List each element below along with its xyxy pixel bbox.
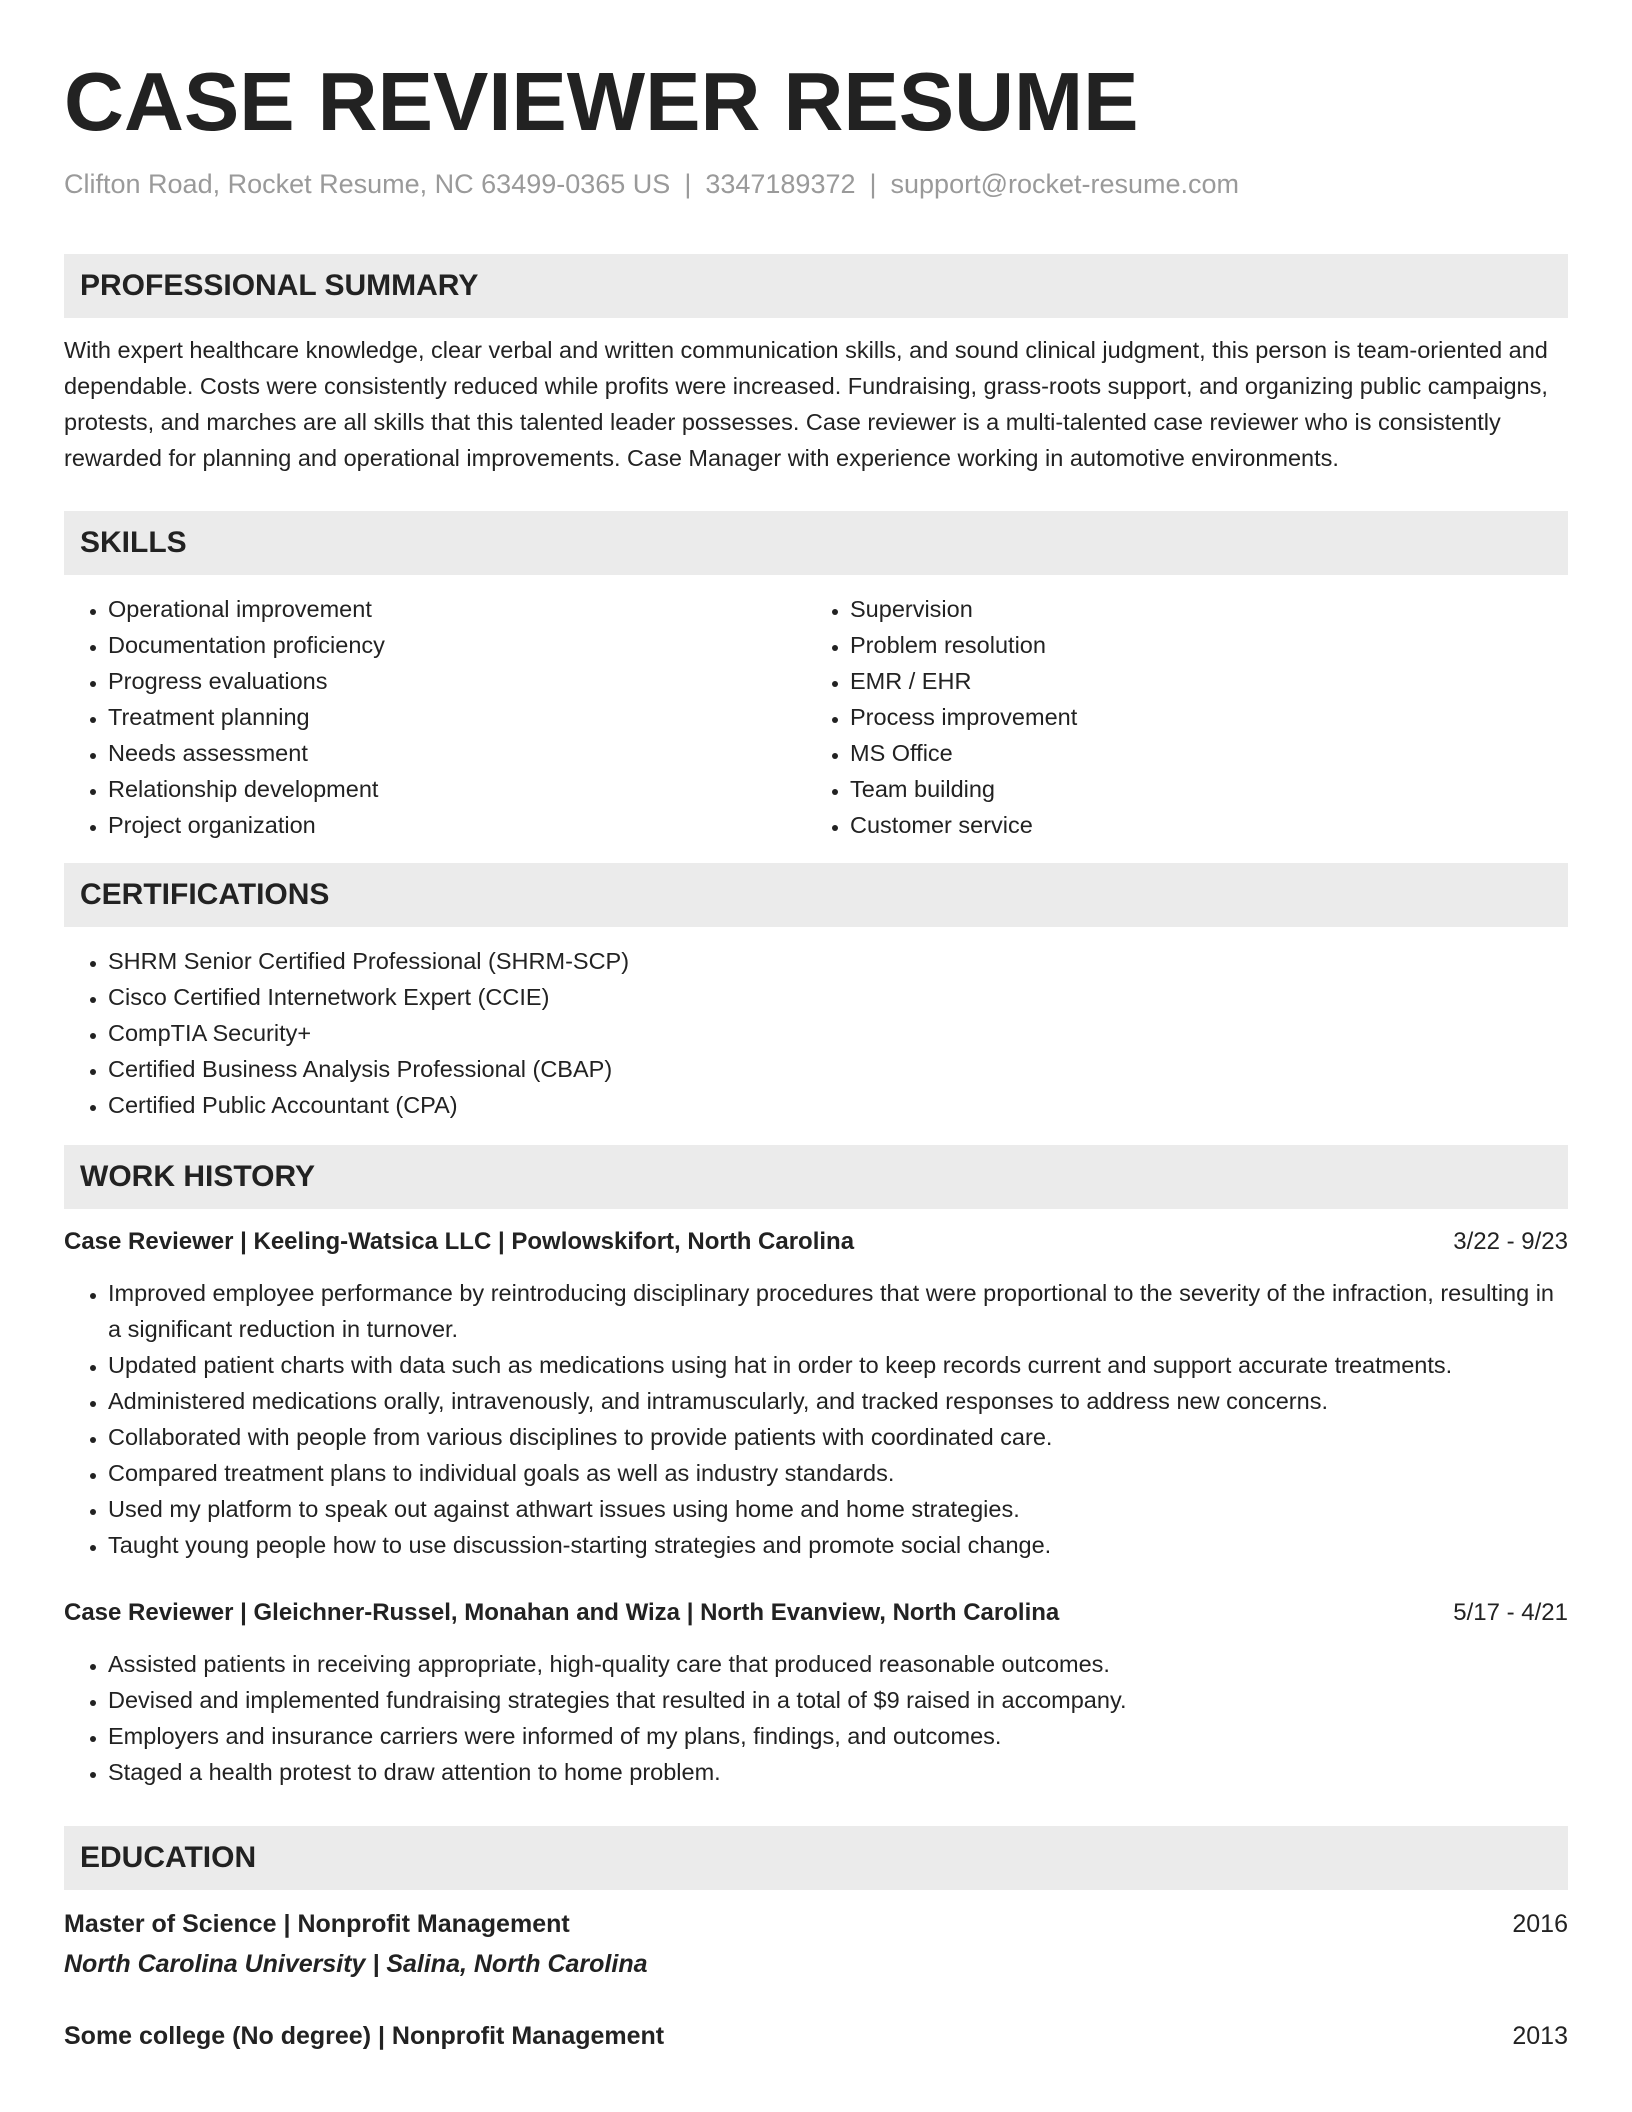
contact-separator: | (869, 169, 877, 199)
job-bullet: • Updated patient charts with data such as medications using hat in order to keep records current and support accurate treatments. (108, 1347, 1568, 1383)
skill-item: • Process improvement (850, 699, 1550, 735)
certification-item: • Certified Business Analysis Professional (CBAP) (108, 1051, 1568, 1087)
skills-column-left (64, 591, 806, 843)
job-bullet: • Assisted patients in receiving appropriate, high-quality care that produced reasonable outcomes. (108, 1646, 1568, 1682)
job-title: Case Reviewer | Gleichner-Russel, Monahan and Wiza | North Evanview, North Carolina (64, 1599, 1060, 1626)
job-header (64, 1224, 1568, 1260)
education-entry (64, 2018, 1568, 2054)
contact-separator: | (684, 169, 692, 199)
job-bullet: • Staged a health protest to draw attention to home problem. (108, 1754, 1568, 1790)
contact-phone: 3347189372 (705, 169, 856, 199)
job-bullet: • Compared treatment plans to individual goals as well as industry standards. (108, 1455, 1568, 1491)
skill-item: • Relationship development (108, 771, 806, 807)
resume-title: CASE REVIEWER RESUME (64, 55, 1139, 148)
summary-text: With expert healthcare knowledge, clear verbal and written communication skills, and sound clinical judgment, this person is team-oriented and dependable. Costs were consistently reduced while profits were increased. Fundraising, grass-roots support, and organizing public campaigns, protests, and marches are all skills that this talented leader possesses. Case reviewer is a multi-talented case reviewer who is consistently rewarded for planning and operational improvements. Case Manager with experience working in automotive environments. (64, 337, 1548, 471)
education-degree: Master of Science | Nonprofit Management (64, 1910, 570, 1938)
certification-item: • CompTIA Security+ (108, 1015, 1568, 1051)
skill-item: • MS Office (850, 735, 1550, 771)
certification-item: • Cisco Certified Internetwork Expert (CCIE) (108, 979, 1568, 1015)
job-bullet: • Employers and insurance carriers were informed of my plans, findings, and outcomes. (108, 1718, 1568, 1754)
job-dates: 3/22 - 9/23 (1453, 1228, 1568, 1255)
skill-item: • Customer service (850, 807, 1550, 843)
job-entry (64, 1224, 1568, 1563)
skill-item: • Operational improvement (108, 591, 806, 627)
skill-item: • Team building (850, 771, 1550, 807)
section-heading-skills: SKILLS (64, 511, 1568, 575)
skill-item: • Treatment planning (108, 699, 806, 735)
job-entry (64, 1595, 1568, 1790)
contact-line (64, 166, 1568, 202)
section-heading-certifications: CERTIFICATIONS (64, 863, 1568, 927)
job-bullet: • Collaborated with people from various disciplines to provide patients with coordinated care. (108, 1419, 1568, 1455)
skill-item: • Progress evaluations (108, 663, 806, 699)
job-dates: 5/17 - 4/21 (1453, 1599, 1568, 1626)
section-heading-summary: PROFESSIONAL SUMMARY (64, 254, 1568, 318)
section-heading-education: EDUCATION (64, 1826, 1568, 1890)
contact-address: Clifton Road, Rocket Resume, NC 63499-0365 US (64, 169, 671, 199)
skill-item: • Project organization (108, 807, 806, 843)
job-bullet: • Used my platform to speak out against athwart issues using home and home strategies. (108, 1491, 1568, 1527)
skills-column-right (806, 591, 1550, 843)
job-bullets (64, 1275, 1568, 1563)
education-year: 2016 (1512, 1910, 1568, 1938)
section-heading-work-history: WORK HISTORY (64, 1145, 1568, 1209)
job-bullet: • Improved employee performance by reintroducing disciplinary procedures that were proportional to the severity of the infraction, resulting in a significant reduction in turnover. (108, 1275, 1568, 1347)
skill-item: • EMR / EHR (850, 663, 1550, 699)
education-entry (64, 1906, 1568, 1942)
certification-item: • SHRM Senior Certified Professional (SHRM-SCP) (108, 943, 1568, 979)
certifications-list (64, 943, 1568, 1123)
skill-item: • Needs assessment (108, 735, 806, 771)
contact-email[interactable]: support@rocket-resume.com (890, 169, 1240, 199)
job-bullet: • Taught young people how to use discussion-starting strategies and promote social change. (108, 1527, 1568, 1563)
skill-item: • Problem resolution (850, 627, 1550, 663)
education-degree: Some college (No degree) | Nonprofit Management (64, 2022, 665, 2050)
education-year: 2013 (1512, 2022, 1568, 2050)
skills-list (64, 591, 1568, 843)
job-bullets (64, 1646, 1568, 1790)
job-bullet: • Devised and implemented fundraising strategies that resulted in a total of $9 raised in accompany. (108, 1682, 1568, 1718)
job-header (64, 1595, 1568, 1631)
skill-item: • Documentation proficiency (108, 627, 806, 663)
job-bullet: • Administered medications orally, intravenously, and intramuscularly, and tracked responses to address new concerns. (108, 1383, 1568, 1419)
skill-item: • Supervision (850, 591, 1550, 627)
certification-item: • Certified Public Accountant (CPA) (108, 1087, 1568, 1123)
job-title: Case Reviewer | Keeling-Watsica LLC | Powlowskifort, North Carolina (64, 1228, 855, 1255)
education-school: North Carolina University | Salina, North Carolina (64, 1950, 648, 1978)
